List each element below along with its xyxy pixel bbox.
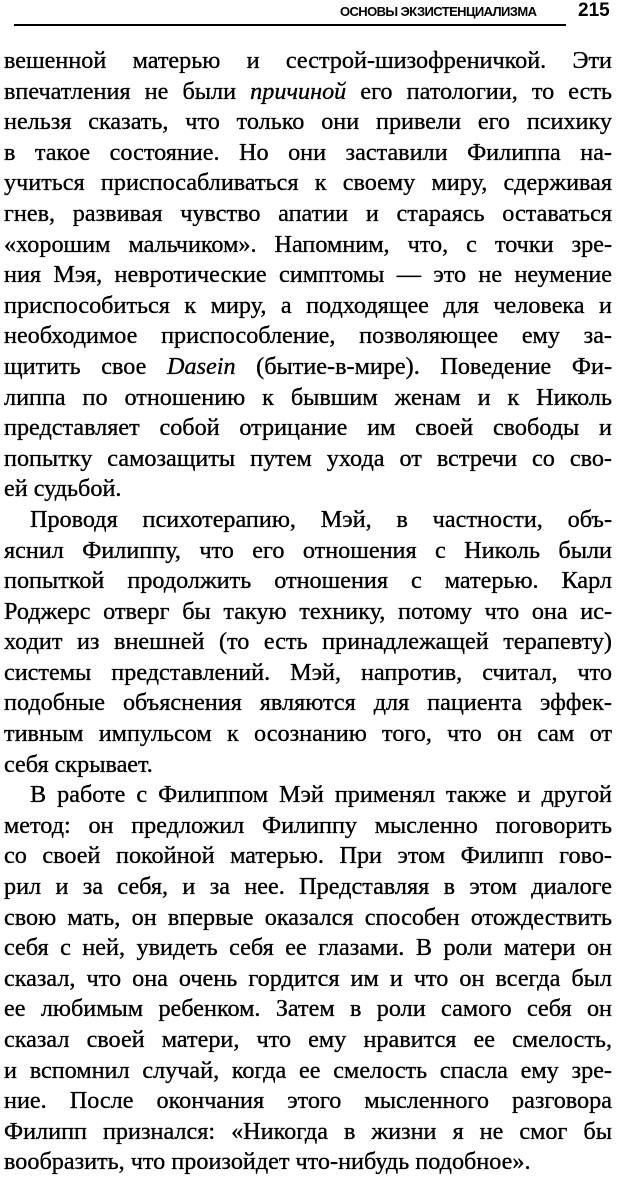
text-line: липпа по отношению к бывшим женам и к Николь bbox=[4, 383, 612, 411]
text-line: подобные объяснения являются для пациента эффек- bbox=[4, 689, 612, 717]
page-number: 215 bbox=[578, 0, 610, 21]
text-segment: впечатления не были bbox=[4, 77, 251, 105]
text-segment: щитить свое bbox=[4, 352, 168, 380]
italic-term: причиной bbox=[250, 77, 347, 105]
text-line bbox=[4, 352, 612, 383]
text-line: яснил Филиппу, что его отношения с Николь были bbox=[4, 536, 612, 564]
text-line: нельзя сказать, что только они привели его психику bbox=[4, 108, 612, 136]
text-line: сказал своей матери, что ему нравится ее смелость, bbox=[4, 1026, 612, 1053]
text-line: «хорошим мальчиком». Напомним, что, с точки зре- bbox=[4, 230, 612, 258]
text-line: метод: он предложил Филиппу мысленно поговорить bbox=[4, 811, 612, 839]
text-line: системы представлений. Мэй, напротив, считал, что bbox=[4, 658, 612, 686]
text-line: приспособиться к миру, а подходящее для человека и bbox=[4, 291, 612, 319]
text-line: ей судьбой. bbox=[4, 475, 122, 503]
text-line: тивным импульсом к осознанию того, что он сам от bbox=[4, 720, 612, 748]
text-line: Проводя психотерапию, Мэй, в частности, объ- bbox=[30, 505, 612, 533]
text-line: Филипп признался: «Никогда в жизни я не смог бы bbox=[4, 1117, 612, 1145]
text-line: попытку самозащиты путем ухода от встречи со сво- bbox=[4, 444, 612, 472]
text-line: представляет собой отрицание им своей свободы и bbox=[4, 414, 612, 442]
text-line: себя с ней, увидеть себя ее глазами. В роли матери он bbox=[4, 934, 612, 962]
text-line: необходимое приспособление, позволяющее ему за- bbox=[4, 322, 612, 350]
text-line: ее любимым ребенком. Затем в роли самого себя он bbox=[4, 995, 612, 1023]
text-segment: (бытие-в-мире). Поведение Фи- bbox=[235, 352, 612, 380]
text-line: попыткой продолжить отношения с матерью. Карл bbox=[4, 567, 612, 595]
text-line: рил и за себя, и за нее. Представляя в этом диалоге bbox=[4, 873, 612, 901]
text-line bbox=[4, 77, 612, 108]
text-line: ходит из внешней (то есть принадлежащей терапевту) bbox=[4, 628, 612, 656]
text-line: вешенной матерью и сестрой-шизофреничкой. Эти bbox=[4, 47, 612, 74]
text-line: в такое состояние. Но они заставили Филиппа на- bbox=[4, 138, 612, 166]
text-line: В работе с Филиппом Мэй применял также и другой bbox=[30, 781, 612, 809]
text-line: ние. После окончания этого мысленного разговора bbox=[4, 1087, 612, 1115]
italic-term: Dasein bbox=[167, 352, 236, 380]
text-line: учиться приспосабливаться к своему миру, сдерживая bbox=[4, 169, 612, 197]
page-header bbox=[0, 0, 620, 26]
running-title: ОСНОВЫ ЭКЗИСТЕНЦИАЛИЗМА bbox=[340, 4, 537, 19]
body-text bbox=[4, 46, 612, 1178]
text-line: себя скрывает. bbox=[4, 750, 153, 778]
text-segment: его патологии, то есть bbox=[346, 77, 612, 105]
text-line: свою мать, он впервые оказался способен отождествить bbox=[4, 903, 612, 931]
text-line: Роджерс отверг бы такую технику, потому что она ис- bbox=[4, 597, 612, 625]
text-line: ния Мэя, невротические симптомы — это не неумение bbox=[4, 261, 612, 289]
text-line: вообразить, что произойдет что-нибудь подобное». bbox=[4, 1148, 531, 1176]
text-line: сказал, что она очень гордится им и что он всегда был bbox=[4, 964, 612, 992]
text-line: и вспомнил случай, когда ее смелость спасла ему зре- bbox=[4, 1056, 612, 1084]
header-rule bbox=[14, 24, 566, 26]
text-line: гнев, развивая чувство апатии и стараясь оставаться bbox=[4, 199, 612, 227]
text-line: со своей покойной матерью. При этом Филипп гово- bbox=[4, 842, 612, 870]
